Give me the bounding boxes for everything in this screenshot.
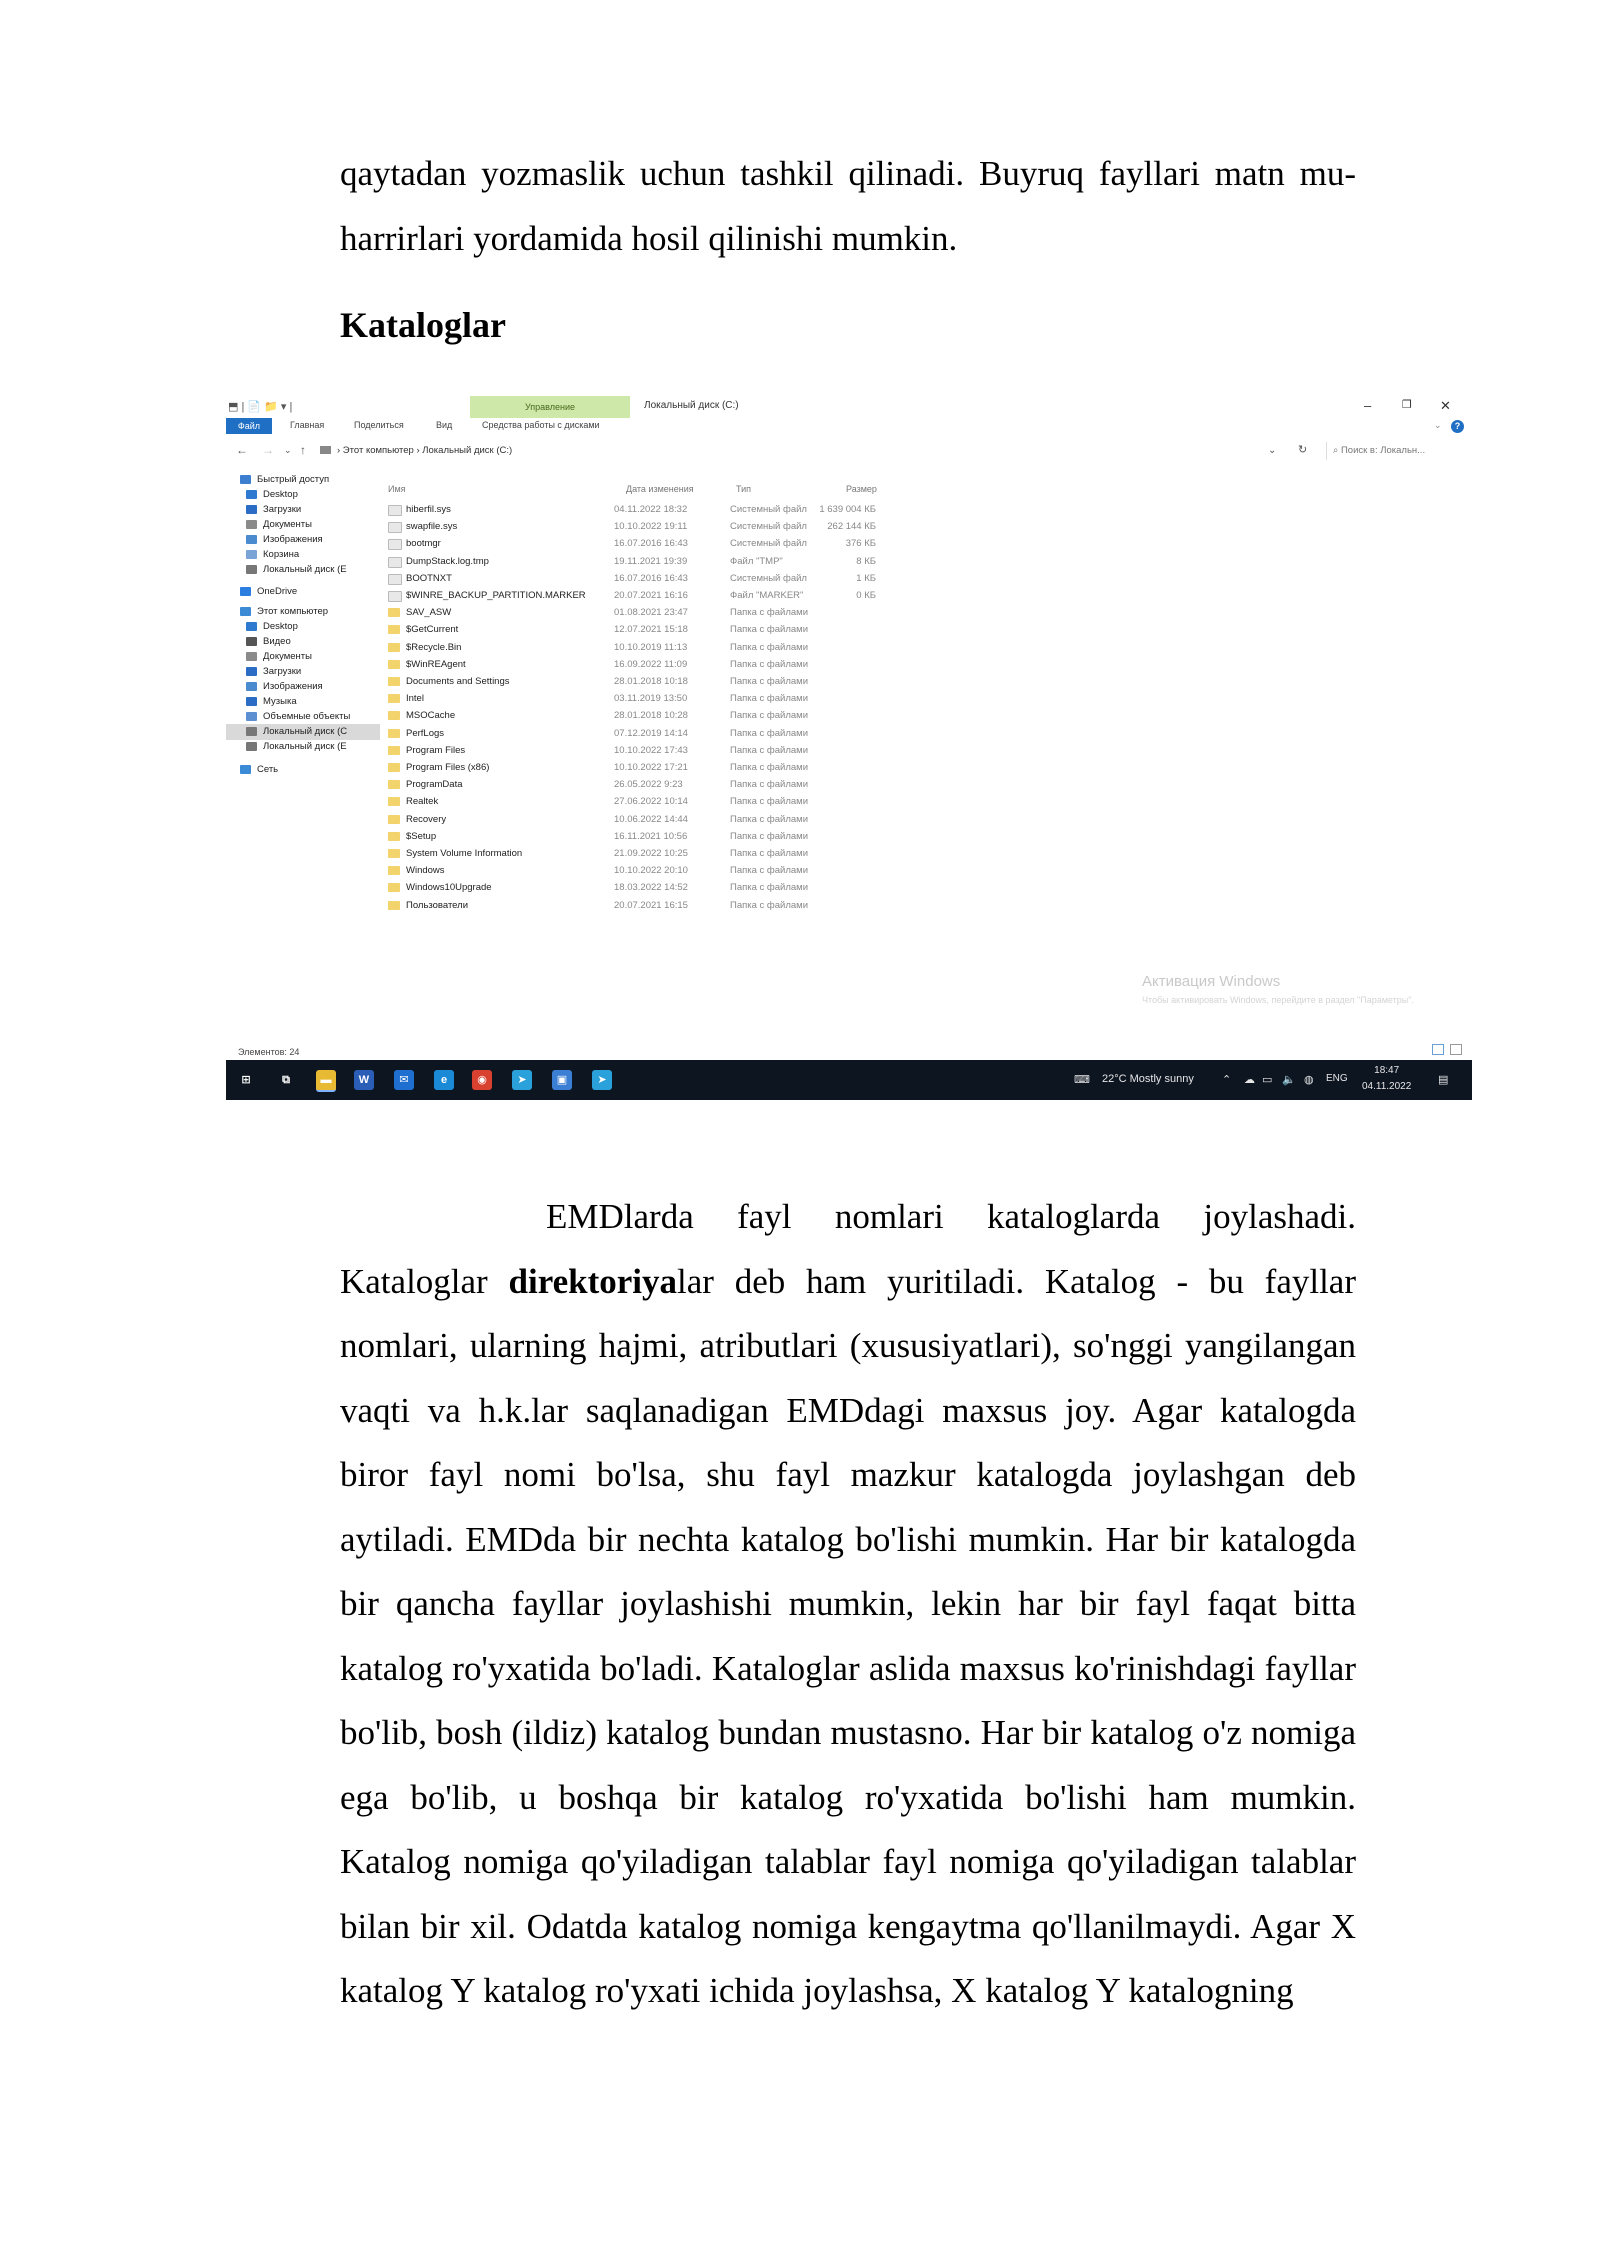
nav-item-label: Загрузки (263, 504, 302, 515)
file-type: Файл "MARKER" (730, 590, 804, 601)
refresh-icon[interactable]: ↻ (1298, 444, 1308, 456)
close-icon[interactable]: ✕ (1440, 398, 1451, 413)
recent-locations-icon[interactable]: ⌄ (284, 445, 292, 455)
folder-icon (388, 660, 400, 669)
file-name: MSOCache (406, 710, 456, 722)
folder-icon (388, 901, 400, 910)
task-view-icon[interactable]: ⧉ (276, 1070, 296, 1090)
file-name: $Recycle.Bin (406, 641, 462, 653)
folder-icon (388, 608, 400, 617)
up-icon[interactable]: ↑ (300, 443, 306, 457)
tab-share[interactable]: Поделиться (354, 420, 404, 430)
windows-start-icon[interactable]: ⊞ (236, 1070, 256, 1090)
telegram-2-icon[interactable]: ➤ (592, 1070, 612, 1090)
search-placeholder: Поиск в: Локальн... (1340, 445, 1426, 456)
status-bar-count: Элементов: 24 (238, 1047, 300, 1057)
nav-item[interactable] (226, 562, 380, 578)
edge-icon[interactable]: e (434, 1070, 454, 1090)
file-name: DumpStack.log.tmp (406, 555, 489, 567)
navigation-bar (226, 440, 1472, 462)
nav-item-label: Документы (263, 651, 312, 662)
nav-item[interactable] (226, 649, 380, 665)
nav-item[interactable] (226, 487, 380, 503)
tray-chevron-icon[interactable]: ⌃ (1222, 1074, 1232, 1086)
help-icon[interactable]: ? (1451, 420, 1464, 433)
column-size[interactable]: Размер (846, 484, 877, 494)
file-type: Папка с файлами (730, 848, 809, 859)
notifications-icon[interactable]: ▤ (1438, 1074, 1449, 1086)
file-type: Папка с файлами (730, 641, 809, 653)
file-row[interactable] (388, 569, 908, 588)
file-row[interactable] (388, 792, 908, 811)
file-name: Windows10Upgrade (406, 882, 492, 894)
paragraph-intro: qaytadan yozmaslik uchun tashkil qilinadi. Buyruq fayllari matn mu-harrirlari yordamida hosil qilinishi mumkin. (340, 154, 1356, 258)
nav-item-label: Музыка (263, 696, 297, 707)
file-date: 10.10.2022 17:21 (614, 762, 688, 773)
folder-icon (388, 625, 400, 634)
nav-item-icon (246, 667, 257, 676)
file-type: Системный файл (730, 572, 807, 584)
tab-file[interactable]: Файл (226, 418, 272, 434)
nav-item-icon (246, 727, 257, 736)
folder-icon (388, 711, 400, 720)
tab-home[interactable]: Главная (290, 420, 325, 430)
file-row[interactable] (388, 620, 908, 639)
folder-icon (388, 849, 400, 858)
activation-watermark: Активация Windows (1142, 973, 1281, 990)
nav-item[interactable] (226, 502, 380, 518)
file-row[interactable] (388, 500, 908, 519)
file-date: 03.11.2019 13:50 (614, 693, 688, 705)
file-date: 10.10.2022 17:43 (614, 744, 688, 756)
file-type: Папка с файлами (730, 779, 809, 791)
nav-item-label: Этот компьютер (257, 606, 329, 617)
tab-view[interactable]: Вид (436, 420, 453, 430)
file-row[interactable] (388, 741, 908, 760)
file-row[interactable] (388, 844, 908, 863)
nav-item-icon (246, 520, 257, 529)
address-path: › Этот компьютер › Локальный диск (C:) (337, 445, 513, 456)
nav-item[interactable] (226, 724, 380, 740)
file-icon (388, 591, 402, 602)
file-type: Папка с файлами (730, 865, 809, 877)
file-date: 10.10.2022 19:11 (614, 521, 688, 533)
network-icon[interactable]: ▭ (1262, 1074, 1273, 1086)
file-date: 16.07.2016 16:43 (614, 572, 688, 584)
nav-item[interactable] (226, 547, 380, 563)
file-row[interactable] (388, 878, 908, 897)
file-date: 10.10.2022 20:10 (614, 865, 688, 877)
file-row[interactable] (388, 689, 908, 708)
file-date: 12.07.2021 15:18 (614, 624, 688, 636)
details-view-icon[interactable] (1432, 1044, 1444, 1055)
file-type: Папка с файлами (730, 624, 809, 636)
file-size: 1 КБ (856, 572, 876, 584)
file-date: 07.12.2019 14:14 (614, 727, 688, 739)
paragraph-text-start: EMDlarda fayl nomlari kataloglarda joylashadi. Kataloglar (340, 1197, 1356, 1301)
file-name: $WinREAgent (406, 658, 466, 670)
file-icon (388, 522, 402, 533)
paragraph-catalogs (340, 1185, 1356, 2024)
nav-item-label: Документы (263, 519, 312, 530)
word-icon[interactable]: W (354, 1070, 374, 1090)
file-row[interactable] (388, 603, 908, 622)
restore-icon[interactable]: ❐ (1402, 399, 1412, 411)
file-row[interactable] (388, 810, 908, 829)
nav-item-icon (246, 490, 257, 499)
chrome-icon[interactable]: ◉ (472, 1070, 492, 1090)
file-name: hiberfil.sys (406, 504, 451, 515)
file-date: 28.01.2018 10:28 (614, 710, 688, 722)
file-row[interactable] (388, 534, 908, 553)
file-name: Пользователи (406, 899, 469, 911)
taskbar (226, 1060, 1472, 1100)
context-tab-manage[interactable]: Управление (470, 396, 630, 418)
file-icon (388, 574, 402, 585)
nav-item[interactable] (226, 762, 380, 778)
window-title: Локальный диск (C:) (644, 400, 739, 411)
nav-item-icon (246, 565, 257, 574)
search-input[interactable] (1326, 442, 1470, 460)
file-name: swapfile.sys (406, 521, 458, 533)
language-indicator[interactable]: ENG (1326, 1073, 1348, 1084)
nav-item-icon (240, 607, 251, 616)
file-name: Documents and Settings (406, 676, 510, 687)
file-type: Папка с файлами (730, 762, 809, 773)
address-bar[interactable] (320, 442, 1386, 460)
clock-time: 18:47 (1374, 1065, 1400, 1076)
nav-item-icon (240, 765, 251, 774)
folder-icon (388, 815, 400, 824)
file-name: Recovery (406, 813, 447, 825)
folder-icon (388, 763, 400, 772)
nav-item-label: Локальный диск (E (263, 564, 347, 575)
nav-item[interactable] (226, 694, 380, 710)
clock[interactable] (1362, 1063, 1411, 1095)
folder-icon (388, 780, 400, 789)
file-date: 18.03.2022 14:52 (614, 882, 688, 894)
file-row[interactable] (388, 517, 908, 536)
folder-icon (388, 832, 400, 841)
nav-item-label: Загрузки (263, 666, 302, 677)
nav-item[interactable] (226, 472, 380, 488)
file-row[interactable] (388, 638, 908, 657)
nav-item-icon (246, 550, 257, 559)
file-type: Системный файл (730, 504, 807, 515)
ribbon-expand-icon[interactable]: ⌄ (1434, 420, 1442, 430)
weather-widget[interactable]: 22°C Mostly sunny (1102, 1073, 1194, 1085)
back-icon[interactable]: ← (236, 443, 248, 457)
nav-item-label: Корзина (263, 549, 300, 560)
file-size: 1 639 004 КБ (819, 504, 876, 515)
file-row[interactable] (388, 706, 908, 725)
file-icon (388, 557, 402, 568)
drive-icon (320, 446, 331, 454)
file-date: 16.09.2022 11:09 (614, 658, 688, 670)
nav-item-label: Локальный диск (E (263, 741, 347, 752)
nav-item-label: Быстрый доступ (257, 474, 330, 485)
nav-item[interactable] (226, 532, 380, 548)
file-name: Program Files (x86) (406, 762, 490, 773)
file-row[interactable] (388, 861, 908, 880)
navigation-pane (226, 472, 386, 972)
paragraph-text-rest: lar deb ham yuritiladi. Katalog - bu fayllar nomlari, ularning hajmi, atributlari (xususiyatlari), so'nggi yangilangan vaqti va h.k.lar saqlanadigan EMDdagi maxsus joy. Agar katalogda biror fayl nomi bo'lsa, shu fayl mazkur katalogda joylashgan deb aytiladi. EMDda bir nechta katalog bo'lishi mumkin. Har bir katalogda bir qancha fayllar joylashishi mumkin, lekin har bir fayl faqat bitta katalog ro'yxatida bo'ladi. Kataloglar aslida maxsus ko'rinishdagi fayllar bo'lib, bosh (ildiz) katalog bundan mustasno. Har bir katalog o'z nomiga ega bo'lib, u boshqa bir katalog ro'yxatida bo'lishi ham mumkin. Katalog nomiga qo'yiladigan talablar fayl nomiga qo'yiladigan talablar bilan bir xil. Odatda katalog nomiga kengaytma qo'llanilmaydi. Agar X katalog Y katalog ro'yxati ichida joylashsa, X katalog Y katalogning (340, 1261, 1357, 2010)
search-icon: ⌕ (1333, 445, 1341, 456)
nav-item-icon (246, 742, 257, 751)
nav-item-icon (246, 622, 257, 631)
file-size: 8 КБ (856, 555, 876, 567)
nav-item[interactable] (226, 619, 380, 635)
file-row[interactable] (388, 655, 908, 674)
nav-item[interactable] (226, 679, 380, 695)
file-date: 27.06.2022 10:14 (614, 796, 688, 808)
file-name: System Volume Information (406, 848, 523, 859)
nav-item[interactable] (226, 709, 380, 725)
file-type: Системный файл (730, 538, 807, 550)
nav-item-icon (246, 505, 257, 514)
explorer-screenshot (226, 396, 1472, 1100)
file-icon (388, 505, 402, 516)
folder-icon (388, 797, 400, 806)
file-type: Папка с файлами (730, 693, 809, 705)
column-name[interactable]: Имя (388, 484, 406, 494)
telegram-icon[interactable]: ➤ (512, 1070, 532, 1090)
nav-item[interactable] (226, 634, 380, 650)
file-size: 0 КБ (856, 590, 876, 601)
nav-item-label: Изображения (263, 534, 323, 545)
ribbon-tabs (226, 418, 1472, 434)
folder-icon (388, 746, 400, 755)
file-row[interactable] (388, 758, 908, 777)
file-name: $WINRE_BACKUP_PARTITION.MARKER (406, 590, 586, 601)
minimize-icon[interactable]: – (1364, 398, 1372, 413)
file-name: bootmgr (406, 538, 441, 550)
file-name: $GetCurrent (406, 624, 459, 636)
file-name: $Setup (406, 830, 437, 842)
file-date: 04.11.2022 18:32 (614, 504, 688, 515)
nav-item[interactable] (226, 584, 380, 600)
file-type: Папка с файлами (730, 899, 809, 911)
file-name: BOOTNXT (406, 572, 452, 584)
nav-item-icon (246, 697, 257, 706)
file-date: 01.08.2021 23:47 (614, 607, 688, 619)
forward-icon[interactable]: → (262, 443, 274, 457)
file-row[interactable] (388, 775, 908, 794)
file-type: Системный файл (730, 521, 807, 533)
nav-item-label: Видео (263, 636, 291, 647)
file-type: Папка с файлами (730, 813, 809, 825)
file-type: Папка с файлами (730, 882, 809, 894)
nav-item[interactable] (226, 739, 380, 755)
file-date: 10.10.2019 11:13 (614, 641, 688, 653)
file-row[interactable] (388, 552, 908, 571)
file-size: 262 144 КБ (827, 521, 876, 533)
onedrive-tray-icon[interactable]: ☁ (1244, 1074, 1255, 1086)
folder-icon (388, 694, 400, 703)
nav-item-label: OneDrive (257, 586, 298, 597)
nav-item-label: Desktop (263, 621, 298, 632)
quick-access-toolbar[interactable]: ⬒ | 📄 📁 ▾ | (228, 401, 293, 413)
file-name: ProgramData (406, 779, 463, 791)
nav-item-label: Изображения (263, 681, 323, 692)
bold-term: direktoriya (508, 1261, 678, 1301)
activation-watermark-hint: Чтобы активировать Windows, перейдите в раздел "Параметры". (1142, 995, 1414, 1005)
folder-icon (388, 883, 400, 892)
file-row[interactable] (388, 724, 908, 743)
folder-icon (388, 677, 400, 686)
folder-icon (388, 643, 400, 652)
nav-item-icon (246, 535, 257, 544)
file-date: 20.07.2021 16:16 (614, 590, 688, 601)
large-icons-view-icon[interactable] (1450, 1044, 1462, 1055)
nav-item-icon (246, 682, 257, 691)
nav-item-icon (246, 652, 257, 661)
file-date: 16.07.2016 16:43 (614, 538, 688, 550)
volume-icon[interactable]: 🔈 (1282, 1074, 1296, 1086)
mail-icon[interactable]: ✉ (394, 1070, 414, 1090)
file-name: Realtek (406, 796, 439, 808)
file-date: 20.07.2021 16:15 (614, 899, 688, 911)
file-explorer-icon[interactable]: ▬ (316, 1070, 336, 1092)
title-bar (226, 396, 1472, 418)
nav-item-icon (240, 587, 251, 596)
file-date: 19.11.2021 19:39 (614, 555, 688, 567)
globe-icon[interactable]: ◍ (1304, 1074, 1314, 1086)
keyboard-icon[interactable]: ⌨ (1074, 1074, 1090, 1086)
section-heading: Kataloglar (340, 305, 506, 345)
file-date: 10.06.2022 14:44 (614, 813, 688, 825)
file-name: Program Files (406, 744, 466, 756)
file-type: Файл "TMP" (730, 555, 783, 567)
nav-item-label: Сеть (257, 764, 279, 775)
column-date[interactable]: Дата изменения (626, 484, 694, 494)
file-type: Папка с файлами (730, 710, 809, 722)
file-type: Папка с файлами (730, 796, 809, 808)
file-icon (388, 539, 402, 550)
file-name: Intel (406, 693, 424, 705)
column-type[interactable]: Тип (736, 484, 752, 494)
nav-item[interactable] (226, 604, 380, 620)
nav-item-label: Объемные объекты (263, 711, 351, 722)
nav-item[interactable] (226, 664, 380, 680)
address-dropdown-icon[interactable]: ⌄ (1268, 445, 1277, 456)
file-name: Windows (406, 865, 445, 877)
folder-icon (388, 866, 400, 875)
nav-item[interactable] (226, 517, 380, 533)
file-type: Папка с файлами (730, 727, 809, 739)
nav-item-icon (246, 637, 257, 646)
file-name: PerfLogs (406, 727, 445, 739)
nav-item-label: Desktop (263, 489, 298, 500)
clock-date: 04.11.2022 (1362, 1081, 1412, 1092)
file-type: Папка с файлами (730, 830, 809, 842)
file-row[interactable] (388, 827, 908, 846)
file-size: 376 КБ (845, 538, 876, 550)
nav-item-icon (246, 712, 257, 721)
tab-drive-tools[interactable]: Средства работы с дисками (482, 420, 600, 430)
nav-item-icon (240, 475, 251, 484)
folder-icon (388, 729, 400, 738)
file-name: SAV_ASW (406, 607, 452, 619)
file-row[interactable] (388, 586, 908, 605)
file-type: Папка с файлами (730, 607, 809, 619)
file-date: 28.01.2018 10:18 (614, 676, 688, 687)
file-date: 21.09.2022 10:25 (614, 848, 688, 859)
nav-item-label: Локальный диск (C (263, 726, 348, 737)
file-type: Папка с файлами (730, 744, 809, 756)
file-date: 16.11.2021 10:56 (614, 830, 688, 842)
file-row[interactable] (388, 896, 908, 915)
file-type: Папка с файлами (730, 676, 809, 687)
photos-icon[interactable]: ▣ (552, 1070, 572, 1090)
file-row[interactable] (388, 672, 908, 691)
file-type: Папка с файлами (730, 658, 809, 670)
file-date: 26.05.2022 9:23 (614, 779, 683, 791)
